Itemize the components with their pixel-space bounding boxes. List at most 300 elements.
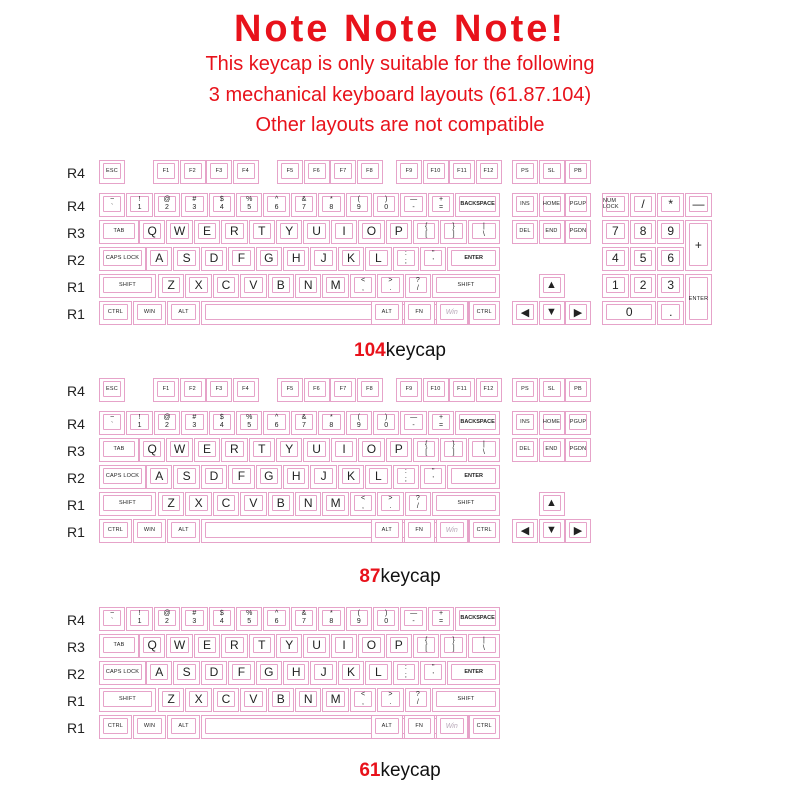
layout-104-key-num-0-label: [100, 194, 124, 214]
layout-87-key-f9-label: F9: [405, 386, 413, 392]
layout-104-key-m-label: M: [330, 278, 341, 292]
layout-61-key-num-2-legend-0: @: [163, 610, 171, 617]
layout-87-key-o-label: O: [366, 442, 377, 456]
layout-104-key-ins-label: INS: [520, 201, 530, 207]
layout-104-key-x-label: X: [194, 278, 203, 292]
layout-104-key-h-label: H: [291, 251, 301, 265]
layout-61-key-punct-2-label: [406, 689, 430, 709]
layout-61-key-num-4-legend-0: $: [219, 610, 224, 617]
layout-61-key-d-label: D: [209, 665, 219, 679]
layout-87-key-num-4: [209, 411, 235, 435]
layout-104-key-arrow-right-label: ▶: [573, 306, 583, 319]
layout-104-key-t: [249, 220, 275, 244]
layout-104-key-num-3-label: [182, 194, 206, 214]
layout-87-key-r-ctrl: [469, 519, 501, 543]
layout-61-key-lbracket-label: [414, 635, 438, 655]
layout-61-key-h: [283, 661, 309, 685]
layout-87-key-num-8: [318, 411, 344, 435]
layout-61-key-semicolon-legend-1: ;: [404, 672, 407, 679]
layout-87-key-punct-2-label: [406, 493, 430, 513]
layout-87-key-arrow-right-label: ▶: [573, 524, 583, 537]
layout-61-key-r-win-label: Win: [445, 722, 458, 730]
layout-87-key-i: [331, 438, 357, 462]
layout-104-key-a-label: A: [155, 251, 164, 265]
layout-61-key-backspace-label: BACKSPACE: [460, 615, 495, 621]
layout-87-key-num-12: [428, 411, 454, 435]
layout-104-key-m: [322, 274, 348, 298]
layout-104-key-punct-1-label: [378, 275, 402, 295]
layout-87-key-d: [201, 465, 227, 489]
layout-87-key-num-9-label: [347, 412, 371, 432]
layout-104-key-f3: [206, 160, 232, 184]
layout-87-key-punct-2-legend-0: ?: [415, 495, 420, 502]
layout-104-key-f10: [423, 160, 449, 184]
layout-104-key-home: [539, 193, 565, 217]
layout-104-key-np-7-label: 7: [612, 224, 619, 238]
layout-87-key-enter: [447, 465, 500, 489]
layout-104-key-np-3: [657, 274, 684, 298]
layout-104-key-num-0-legend-0: ~: [110, 196, 115, 203]
layout-104-key-q-label: Q: [147, 224, 157, 238]
layout-87-key-punct-1-label: [378, 493, 402, 513]
layout-87-key-caps-lock: [99, 465, 146, 489]
layout-104-key-arrow-up: [539, 274, 565, 298]
layout-61-key-semicolon: [393, 661, 419, 685]
layout-61-key-num-7-label: [292, 608, 316, 628]
layout-104-key-num-3: [181, 193, 207, 217]
layout-104-key-b: [268, 274, 294, 298]
layout-104-key-f: [228, 247, 254, 271]
layout-61-key-rbracket-legend-0: }: [452, 637, 455, 644]
layout-87-key-arrow-right: [565, 519, 591, 543]
layout-61-key-d: [201, 661, 227, 685]
layout-61-key-num-6: [263, 607, 289, 631]
layout-61-key-backslash-legend-0: |: [482, 637, 485, 644]
layout-104-key-np-sym-label: *: [668, 197, 674, 211]
layout-87-row-label-2: R3: [67, 443, 85, 459]
layout-104-key-num-12: [428, 193, 454, 217]
layout-87-key-num-6-legend-1: 6: [274, 422, 279, 429]
layout-61-key-a: [146, 661, 172, 685]
layout-104-caption-number: 104: [354, 340, 386, 361]
layout-61-key-num-5: [236, 607, 262, 631]
layout-61-key-num-7: [291, 607, 317, 631]
layout-87-key-s: [173, 465, 199, 489]
layout-87-key-num-12-legend-1: =: [438, 422, 444, 429]
layout-104-key-home-label: HOME: [542, 201, 561, 207]
layout-87-key-k: [338, 465, 364, 489]
layout-87-key-esc: [99, 378, 125, 402]
layout-104-key-l-ctrl-label: CTRL: [107, 309, 124, 315]
layout-87-key-pb-label: PB: [574, 386, 582, 392]
layout-87-key-quote-legend-1: ': [432, 476, 434, 483]
layout-87-key-r-label: R: [230, 442, 239, 456]
layout-104-key-tab-label: TAB: [113, 228, 125, 234]
layout-61-key-num-8-legend-1: 8: [329, 618, 334, 625]
layout-104-key-num-8-legend-1: 8: [329, 204, 334, 211]
layout-104-key-v-label: V: [249, 278, 258, 292]
layout-104-key-e-label: E: [202, 224, 211, 238]
layout-87-key-num-11: [400, 411, 426, 435]
layout-87-key-punct-1: [377, 492, 403, 516]
layout-87-key-num-12-label: [429, 412, 453, 432]
layout-104-key-z-label: Z: [167, 278, 175, 292]
layout-104-key-pgdn: [565, 220, 591, 244]
layout-87-caption: [0, 566, 800, 588]
layout-104-key-num-0-legend-1: `: [111, 204, 114, 211]
layout-104-key-num-10-legend-1: 0: [384, 204, 389, 211]
layout-87-key-tab: [99, 438, 139, 462]
layout-87-key-num-3-legend-0: #: [192, 414, 197, 421]
layout-61-key-num-12: [428, 607, 454, 631]
layout-87-key-pgdn-label: PGDN: [569, 446, 587, 452]
layout-87-key-num-5-legend-0: %: [246, 414, 253, 421]
layout-61-key-l-ctrl: [99, 715, 132, 739]
layout-104-key-num-10: [373, 193, 399, 217]
layout-61-key-r-ctrl: [469, 715, 501, 739]
layout-61-key-caps-lock-label: CAPS LOCK: [105, 669, 140, 675]
layout-61-key-p-label: P: [394, 638, 403, 652]
layout-104-key-num-4-label: [210, 194, 234, 214]
layout-87-key-tab-label: TAB: [113, 446, 125, 452]
layout-104-key-j-label: J: [320, 251, 327, 265]
layout-104-row-label-1: R4: [67, 198, 85, 214]
layout-87-key-num-3: [181, 411, 207, 435]
layout-104-key-o-label: O: [366, 224, 377, 238]
layout-61-key-x-label: X: [194, 692, 203, 706]
layout-104-key-l-win-label: WIN: [143, 309, 156, 315]
layout-87-key-f5: [277, 378, 303, 402]
layout-104-key-n-label: N: [303, 278, 313, 292]
layout-87-key-x: [185, 492, 211, 516]
layout-87-key-pgup: [565, 411, 591, 435]
layout-61-key-num-5-label: [237, 608, 261, 628]
layout-104-key-np-sym: [657, 193, 684, 217]
layout-61-key-l-win: [133, 715, 166, 739]
layout-87-key-w: [166, 438, 192, 462]
layout-87-key-num-1-label: [127, 412, 151, 432]
layout-104-key-num-9-label: [347, 194, 371, 214]
layout-104-key-w: [166, 220, 192, 244]
layout-104-row-label-4: R1: [67, 279, 85, 295]
layout-104-key-d: [201, 247, 227, 271]
layout-87-key-f11-label: F11: [457, 386, 467, 392]
layout-61-key-z-label: Z: [167, 692, 175, 706]
layout-104-key-h: [283, 247, 309, 271]
layout-87-key-z-label: Z: [167, 496, 175, 510]
layout-87-key-num-1: [126, 411, 152, 435]
layout-104-key-z: [158, 274, 184, 298]
layout-61-key-j: [310, 661, 336, 685]
layout-61-key-n: [295, 688, 321, 712]
layout-61-key-f: [228, 661, 254, 685]
layout-104-key-num-8-legend-0: *: [330, 196, 333, 203]
layout-104-key-punct-1-legend-1: .: [389, 285, 392, 292]
layout-87-key-t: [249, 438, 275, 462]
layout-61-key-enter: [447, 661, 500, 685]
layout-87-key-r: [221, 438, 247, 462]
layout-87-key-rbracket-label: [441, 439, 465, 459]
layout-87-key-m: [322, 492, 348, 516]
layout-104-key-num-4: [209, 193, 235, 217]
layout-104-key-f10-label: F10: [430, 168, 441, 174]
layout-61-key-r-fn-label: FN: [415, 723, 424, 729]
layout-61-key-b-label: B: [276, 692, 285, 706]
layout-104-key-f4: [233, 160, 259, 184]
layout-104-key-p-label: P: [394, 224, 403, 238]
layout-87-key-num-4-legend-1: 4: [219, 422, 224, 429]
layout-104-key-r-ctrl: [469, 301, 501, 325]
layout-61-key-num-3-label: [182, 608, 206, 628]
layout-104-key-num-6-legend-0: ^: [274, 196, 279, 203]
layout-87-key-l-ctrl-label: CTRL: [107, 527, 124, 533]
layout-61-key-b: [268, 688, 294, 712]
layout-87-key-f4: [233, 378, 259, 402]
layout-104-key-np-9-label: 9: [667, 224, 675, 238]
layout-104-key-np-6-label: 6: [667, 251, 675, 265]
layout-61-key-k-label: K: [346, 665, 355, 679]
layout-104-key-f2: [180, 160, 206, 184]
layout-61-key-v: [240, 688, 266, 712]
layout-104-key-i: [331, 220, 357, 244]
layout-61-key-num-2-legend-1: 2: [165, 618, 169, 625]
layout-104-key-f4-label: F4: [242, 168, 249, 174]
layout-104-key-l: [365, 247, 391, 271]
layout-61-key-n-label: N: [303, 692, 313, 706]
layout-104-key-left-shift: [99, 274, 156, 298]
layout-61-key-r-label: R: [230, 638, 239, 652]
layout-104-key-f7-label: F7: [339, 168, 347, 174]
layout-87-key-punct-2: [405, 492, 431, 516]
layout-87-key-x-label: X: [194, 496, 203, 510]
layout-104-key-np-8: [630, 220, 657, 244]
layout-104-key-punct-2-legend-0: ?: [415, 277, 420, 284]
layout-104-key-np-2-label: 2: [639, 278, 647, 292]
layout-87-key-lbracket-legend-0: {: [425, 441, 428, 448]
layout-87-key-t-label: T: [258, 442, 266, 456]
layout-61-key-num-1-label: [127, 608, 151, 628]
layout-87-row-label-4: R1: [67, 497, 85, 513]
layout-87-key-num-1-legend-0: !: [138, 414, 141, 421]
layout-104-key-backslash: [468, 220, 500, 244]
layout-104-key-end: [539, 220, 565, 244]
layout-87-key-esc-label: ESC: [106, 386, 118, 392]
layout-87-key-punct-1-legend-0: >: [388, 495, 393, 502]
layout-87-key-h-label: H: [291, 469, 301, 483]
layout-104-key-num-2: [154, 193, 180, 217]
layout-87-key-arrow-left-label: ◀: [520, 524, 530, 537]
layout-87-key-right-shift: [432, 492, 500, 516]
layout-61-key-i-label: I: [342, 638, 346, 652]
layout-61-key-num-8-label: [319, 608, 343, 628]
layout-104-key-num-6-label: [264, 194, 288, 214]
layout-104-key-np-sym-label: —: [692, 197, 705, 211]
layout-61-key-num-1: [126, 607, 152, 631]
notice-line-1: This keycap is only suitable for the following: [205, 53, 595, 75]
layout-104-key-backspace-label: BACKSPACE: [460, 201, 495, 207]
layout-61-key-num-8: [318, 607, 344, 631]
layout-104-key-pb: [565, 160, 591, 184]
layout-87-key-quote-legend-0: ": [431, 468, 435, 475]
layout-104-key-backslash-legend-1: \: [482, 231, 485, 238]
layout-104-key-f9: [396, 160, 422, 184]
layout-61-key-num-11-legend-1: -: [412, 618, 415, 625]
layout-104-key-num-12-legend-0: +: [438, 196, 444, 203]
layout-87-key-l-win: [133, 519, 166, 543]
layout-104-key-g: [256, 247, 282, 271]
layout-104-key-f8: [357, 160, 383, 184]
layout-61-caption: [0, 760, 800, 782]
layout-87-key-a: [146, 465, 172, 489]
layout-104-key-b-label: B: [276, 278, 285, 292]
layout-104-key-punct-2-legend-1: /: [416, 285, 419, 292]
layout-87-key-z: [158, 492, 184, 516]
layout-87-key-del: [512, 438, 538, 462]
layout-87-key-num-7: [291, 411, 317, 435]
layout-104-key-o: [358, 220, 384, 244]
layout-104-key-f5-label: F5: [286, 168, 294, 174]
layout-61-key-right-shift: [432, 688, 500, 712]
layout-61-key-num-0-legend-1: `: [111, 618, 114, 625]
layout-61-key-num-3-legend-1: 3: [192, 618, 197, 625]
layout-87-key-p-label: P: [394, 442, 403, 456]
layout-87-key-num-9-legend-0: (: [357, 414, 360, 421]
layout-61-key-o: [358, 634, 384, 658]
layout-104-key-np-8-label: 8: [639, 224, 647, 238]
layout-61-key-punct-2-legend-1: /: [416, 699, 419, 706]
layout-87-key-end: [539, 438, 565, 462]
layout-104-key-np-num-lock: [602, 193, 629, 217]
layout-61-key-g-label: G: [264, 665, 274, 679]
layout-61-key-l-win-label: WIN: [143, 723, 156, 729]
layout-87-key-m-label: M: [330, 496, 341, 510]
layout-104-key-pb-label: PB: [574, 168, 582, 174]
layout-61-key-num-0-legend-0: ~: [110, 610, 115, 617]
layout-87-key-r-win: [436, 519, 468, 543]
layout-87-key-p: [386, 438, 412, 462]
layout-104-key-num-2-label: [155, 194, 179, 214]
layout-61-key-num-12-label: [429, 608, 453, 628]
layout-104-key-r-win-label: Win: [445, 308, 458, 316]
layout-104-key-lbracket-legend-0: {: [425, 223, 428, 230]
layout-104-key-np-3-label: 3: [667, 278, 675, 292]
layout-104-key-quote-label: [421, 248, 445, 268]
layout-87-key-c-label: C: [221, 496, 231, 510]
layout-104-key-num-7-legend-1: 7: [302, 204, 306, 211]
layout-61-key-f-label: F: [237, 665, 246, 679]
layout-104-key-semicolon-legend-1: ;: [404, 258, 407, 265]
layout-61-key-num-3: [181, 607, 207, 631]
layout-87-key-num-10-label: [374, 412, 398, 432]
layout-104-key-y-label: Y: [285, 224, 294, 238]
layout-104-key-num-5-legend-1: 5: [247, 204, 252, 211]
layout-104-key-caps-lock: [99, 247, 146, 271]
layout-61-key-num-2-label: [155, 608, 179, 628]
layout-61-key-j-label: J: [320, 665, 327, 679]
layout-61-key-punct-1-legend-0: >: [388, 691, 393, 698]
layout-61-key-s-label: S: [182, 665, 191, 679]
layout-61-key-x: [185, 688, 211, 712]
layout-87-key-arrow-left: [512, 519, 538, 543]
layout-87-key-f11: [449, 378, 475, 402]
layout-104-key-num-1-legend-1: 1: [137, 204, 142, 211]
layout-61-key-punct-0-legend-0: <: [360, 691, 366, 698]
layout-87-key-backslash-legend-1: \: [482, 449, 485, 456]
layout-87-key-l-alt: [167, 519, 200, 543]
layout-104-key-i-label: I: [342, 224, 346, 238]
layout-61-key-punct-2-legend-0: ?: [415, 691, 420, 698]
layout-104-key-np-6: [657, 247, 684, 271]
layout-61-key-num-6-label: [264, 608, 288, 628]
layout-104-key-np-sym: [630, 193, 657, 217]
layout-104-key-semicolon-label: [394, 248, 418, 268]
layout-104-key-num-2-legend-0: @: [163, 196, 171, 203]
layout-104-key-np-plus: [685, 220, 712, 271]
layout-61-key-num-10: [373, 607, 399, 631]
layout-104-key-np-0-label: 0: [625, 305, 633, 319]
layout-61-key-num-10-legend-1: 0: [384, 618, 389, 625]
layout-104-key-enter-label: ENTER: [464, 255, 483, 261]
layout-87-key-l-label: L: [375, 469, 382, 483]
layout-104-key-f2-label: F2: [189, 168, 196, 174]
layout-104-key-caps-lock-label: CAPS LOCK: [105, 255, 140, 261]
layout-87-key-r-fn-label: FN: [415, 527, 424, 533]
layout-61-key-num-12-legend-0: +: [438, 610, 444, 617]
layout-104-key-arrow-down: [539, 301, 565, 325]
layout-104-key-r: [221, 220, 247, 244]
layout-104-key-num-11-legend-1: -: [412, 204, 415, 211]
layout-87-key-punct-0-legend-1: ,: [362, 503, 364, 510]
layout-104-key-np-0: [602, 301, 656, 325]
layout-87-key-l: [365, 465, 391, 489]
layout-61-key-c-label: C: [221, 692, 231, 706]
layout-104-key-r-fn-label: FN: [415, 309, 424, 315]
layout-61-key-punct-2: [405, 688, 431, 712]
layout-61-key-tab: [99, 634, 139, 658]
layout-87-key-f12-label: F12: [483, 386, 494, 392]
layout-104-key-del: [512, 220, 538, 244]
layout-61-key-num-0: [99, 607, 125, 631]
layout-104-key-f12: [476, 160, 502, 184]
layout-87-key-b: [268, 492, 294, 516]
layout-87-key-f8-label: F8: [366, 386, 373, 392]
layout-104-key-np-9: [657, 220, 684, 244]
layout-87-key-arrow-down-label: ▼: [546, 524, 557, 536]
layout-87-key-lbracket: [413, 438, 439, 462]
layout-61-key-r-ctrl-label: CTRL: [476, 723, 492, 729]
layout-87-key-f3: [206, 378, 232, 402]
layout-104-key-k-label: K: [346, 251, 355, 265]
layout-61-key-backspace: [455, 607, 500, 631]
layout-87-key-num-6-label: [264, 412, 288, 432]
layout-104-key-backslash-label: [469, 221, 499, 241]
layout-104-key-pgup-label: PGUP: [569, 201, 587, 207]
layout-61-key-num-5-legend-1: 5: [247, 618, 252, 625]
layout-87-key-arrow-up: [539, 492, 565, 516]
layout-61-key-r-alt: [371, 715, 403, 739]
layout-61-key-punct-1: [377, 688, 403, 712]
layout-104-key-lbracket-label: [414, 221, 438, 241]
layout-87-key-punct-0-legend-0: <: [360, 495, 366, 502]
layout-104-key-k: [338, 247, 364, 271]
layout-87-key-num-10-legend-0: ): [385, 414, 388, 421]
layout-87-key-rbracket-legend-1: ]: [452, 449, 455, 456]
layout-87-key-punct-2-legend-1: /: [416, 503, 419, 510]
layout-87-key-r-win-label: Win: [445, 526, 458, 534]
layout-104-key-num-6: [263, 193, 289, 217]
layout-104-key-t-label: T: [258, 224, 266, 238]
layout-61-key-num-9-legend-0: (: [357, 610, 360, 617]
